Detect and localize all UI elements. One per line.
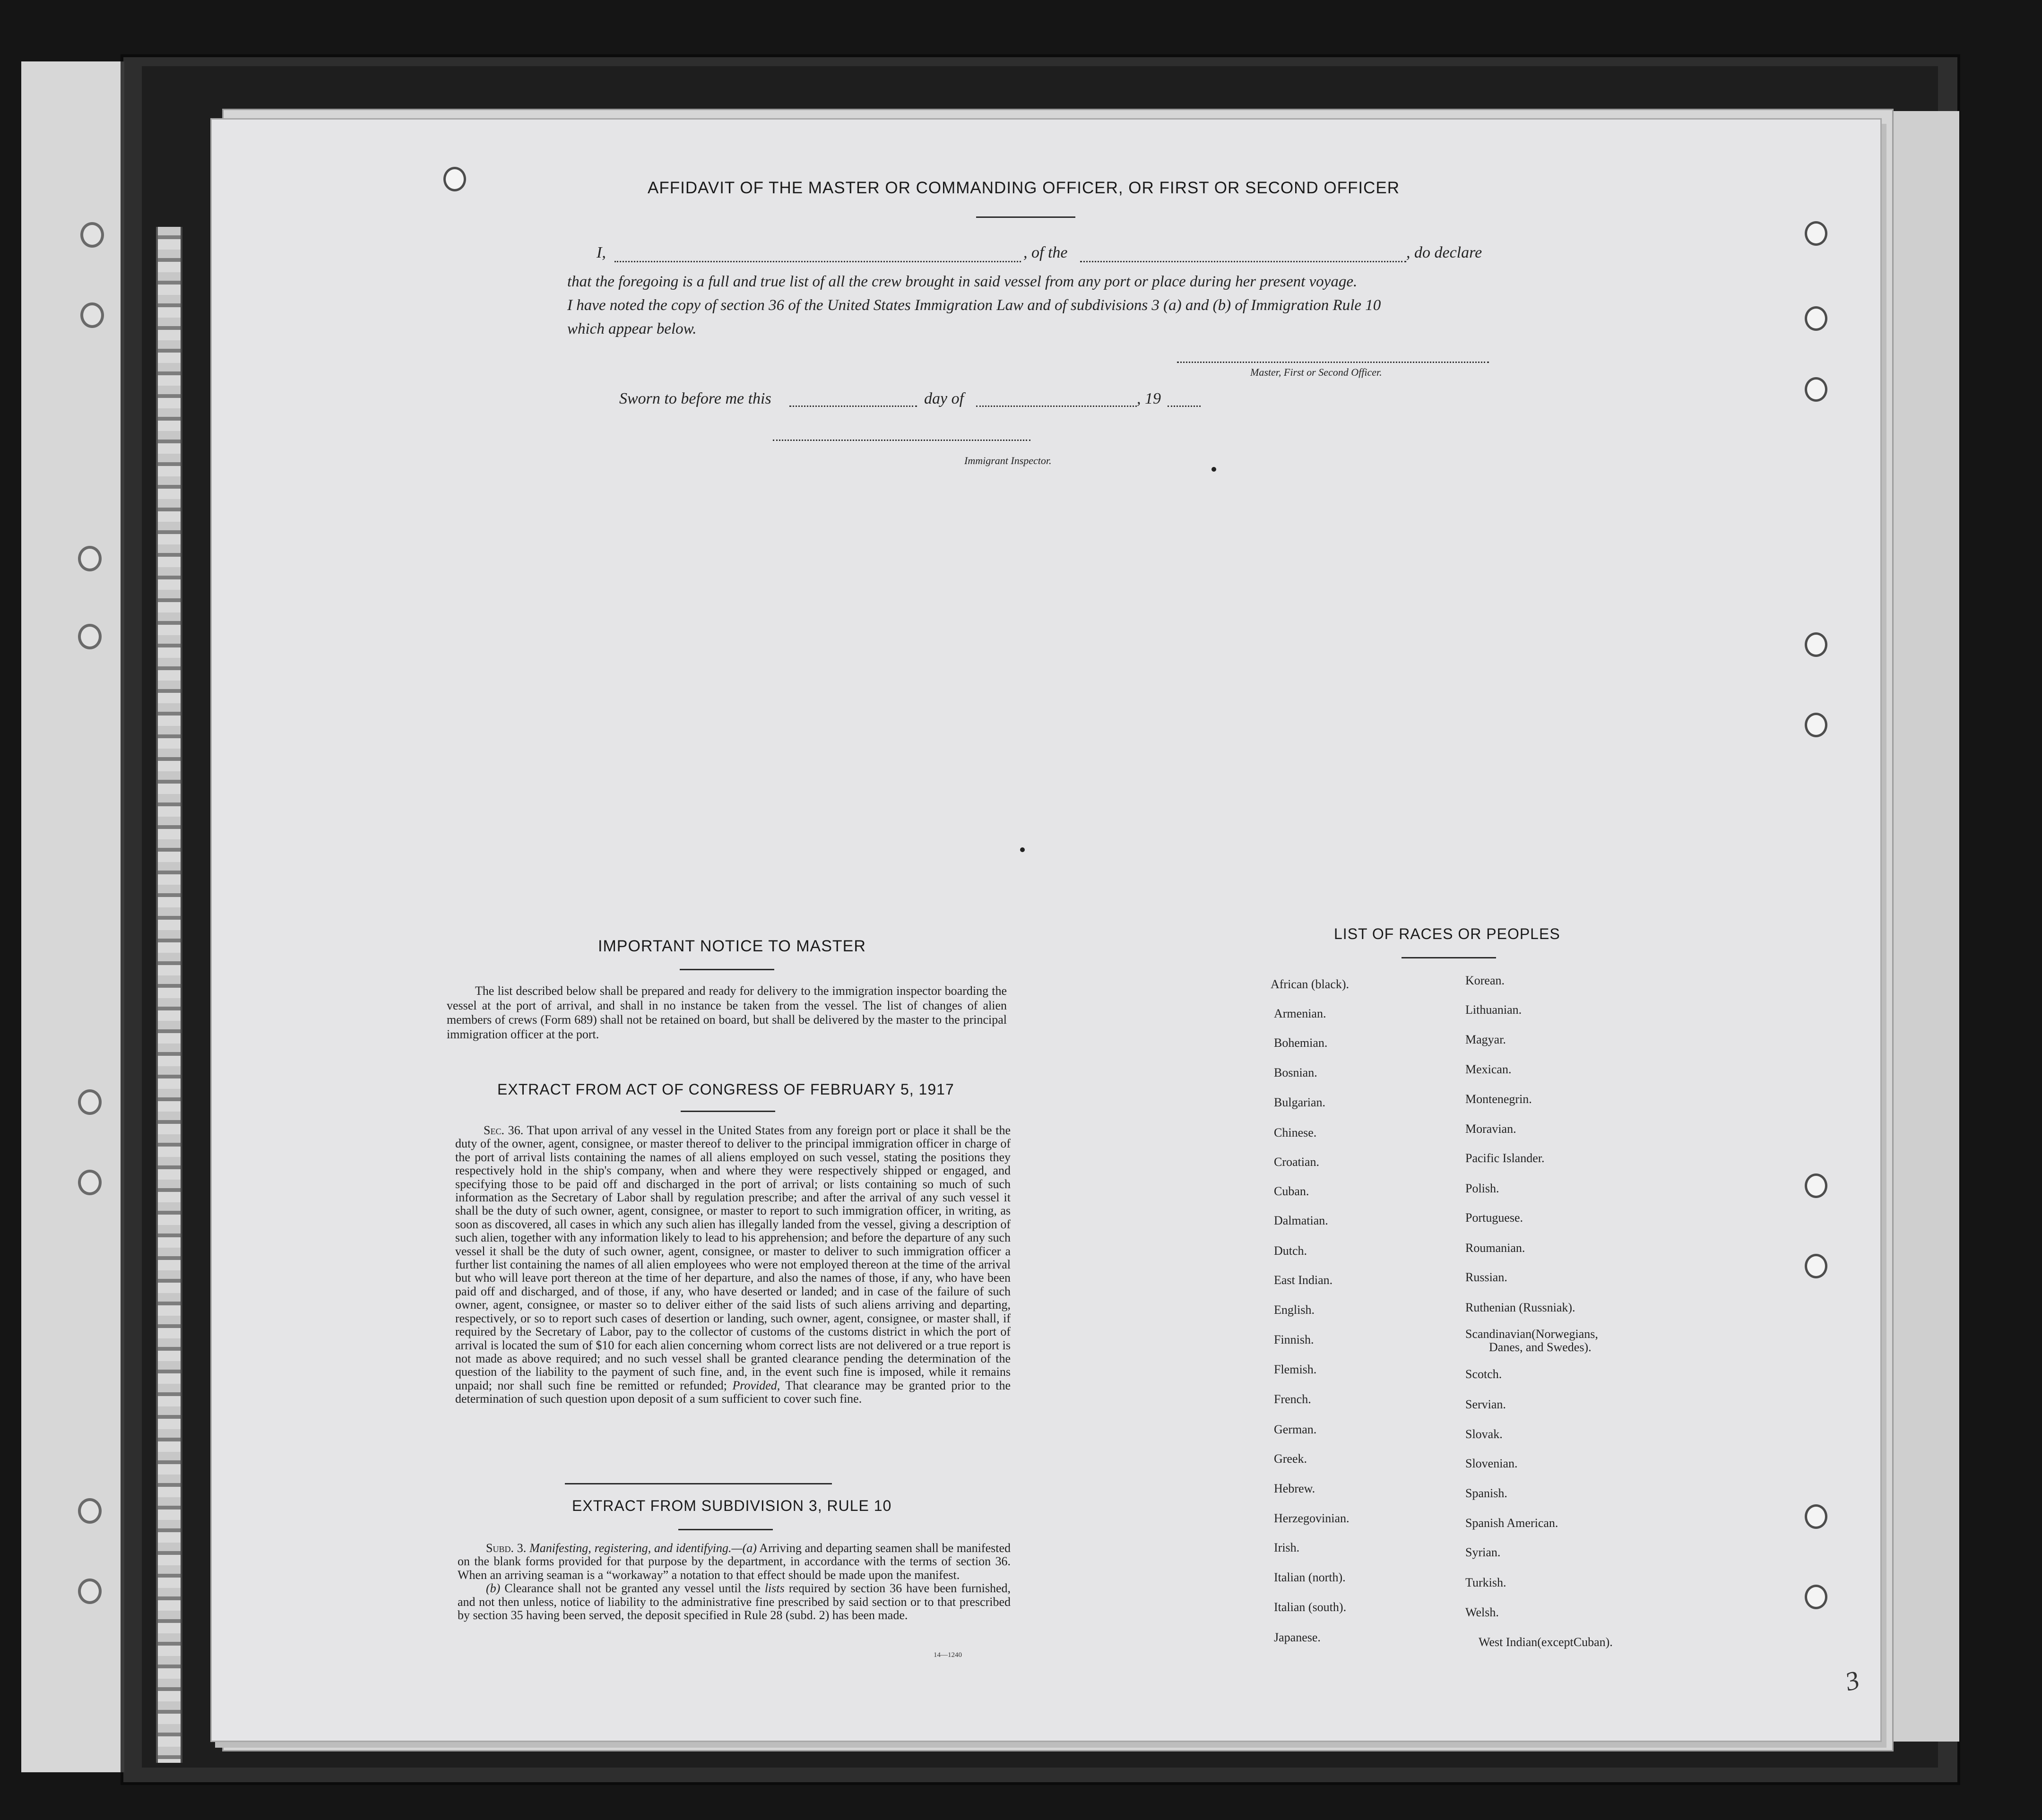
races-heading-rule	[1402, 957, 1496, 958]
inspector-caption: Immigrant Inspector.	[964, 455, 1052, 466]
act-body	[455, 1124, 1011, 1406]
act-end-rule	[565, 1483, 832, 1484]
notice-paragraph: The list described below shall be prepared and ready for delivery to the immigration inspector boarding the vessel at the port of arrival, and shall in no instance be taken from the vessel. The list of changes of alien members of crews (Form 689) shall not be retained on board, but shall be delivered by the master to the principal immigration officer at the port.	[447, 984, 1007, 1041]
punch-hole-icon	[1805, 713, 1827, 737]
binder-ring-icon	[78, 1498, 102, 1524]
sworn-year-field[interactable]	[1168, 405, 1201, 407]
race-item: Dalmatian.	[1274, 1214, 1328, 1227]
race-item: Chinese.	[1274, 1126, 1317, 1139]
binder-ring-icon	[80, 222, 104, 248]
race-item: Portuguese.	[1465, 1211, 1523, 1225]
act-provided-word: Provided,	[732, 1378, 780, 1392]
race-item: Italian (south).	[1274, 1600, 1347, 1614]
affidavit-title-rule	[976, 216, 1075, 218]
binder-ring-icon	[78, 546, 102, 571]
race-item: Scotch.	[1465, 1367, 1502, 1381]
binder-ring-icon	[78, 1578, 102, 1604]
affidavit-line4: which appear below.	[567, 320, 697, 337]
race-item: Slovenian.	[1465, 1457, 1518, 1470]
race-item: Armenian.	[1274, 1007, 1326, 1020]
race-item: Magyar.	[1465, 1033, 1506, 1046]
rule-heading-rule	[678, 1529, 773, 1530]
race-item: Syrian.	[1465, 1545, 1501, 1559]
subd-label: Subd. 3.	[486, 1541, 527, 1555]
affidavit-line1-of-the: , of the	[1023, 244, 1068, 261]
binder-post	[156, 227, 182, 1763]
race-item: Turkish.	[1465, 1576, 1506, 1589]
affidavit-line1-i: I,	[597, 244, 606, 261]
race-item: Irish.	[1274, 1541, 1300, 1554]
race-item: Spanish American.	[1465, 1516, 1558, 1530]
master-name-field[interactable]	[614, 261, 1021, 262]
punch-hole-icon	[1805, 1504, 1827, 1529]
act-heading-rule	[681, 1111, 775, 1112]
punch-hole-icon	[1805, 221, 1827, 246]
race-item: Korean.	[1465, 974, 1505, 987]
race-item: African (black).	[1271, 977, 1350, 991]
race-item: French.	[1274, 1392, 1311, 1406]
race-item: Bulgarian.	[1274, 1095, 1326, 1109]
race-item: Russian.	[1465, 1270, 1507, 1284]
punch-hole-icon	[1805, 306, 1827, 331]
race-item: East Indian.	[1274, 1273, 1333, 1287]
race-item: Servian.	[1465, 1397, 1506, 1411]
subd-b-label: (b)	[486, 1581, 501, 1596]
affidavit-line1-declare: , do declare	[1406, 244, 1482, 261]
race-item: Croatian.	[1274, 1155, 1320, 1169]
affidavit-line3: I have noted the copy of section 36 of the United States Immigration Law and of subdivisions 3 (a) and (b) of Immigration Rule 10	[567, 297, 1381, 314]
act-section-text-end: That clearance may be granted prior to the determination of such question upon deposit of a sum sufficient to cover such fine.	[455, 1378, 1011, 1406]
race-item: Dutch.	[1274, 1244, 1307, 1258]
binder-ring-icon	[78, 624, 102, 649]
margin-mark: 3	[1842, 1665, 1863, 1697]
race-item: Lithuanian.	[1465, 1003, 1522, 1017]
race-item: English.	[1274, 1303, 1315, 1317]
race-item: Hebrew.	[1274, 1482, 1315, 1495]
inspector-signature-field[interactable]	[773, 440, 1030, 441]
punch-hole-icon	[1805, 1585, 1827, 1609]
act-section-text: That upon arrival of any vessel in the United States from any foreign port or place it shall be the duty of the owner, agent, consignee, or master thereof to deliver to the principal immigration officer in charge of the port of arrival lists containing the names of all aliens employed on such vessel, stating the positions they respectively hold in the ship's company, when and where they were respectively shipped or engaged, and specifying those to be paid off and discharged in the port of arrival; or lists containing so much of such information as the Secretary of Labor shall by regulation prescribe; and after the arrival of any such vessel it shall be the duty of such owner, agent, consignee, or master to report to such immigration officer, in writing, as soon as discovered, all cases in which any such alien has illegally landed from the vessel, giving a description of such alien, together with any information likely to lead to his apprehension; and before the departure of any such vessel it shall be the duty of such owner, agent, consignee, or master to deliver to such immigration officer a further list containing the names of all alien employees who were not employed thereon at the time of the arrival but who will leave port thereon at the time of her departure, and also the names of those, if any, who have been paid off and discharged, and of those, if any, who have deserted or landed; and in case of the failure of such owner, agent, consignee, or master so to deliver either of the said lists of such aliens arriving and departing, respectively, or so to report such cases of desertion or landing, such owner, agent, consignee, or master shall, if required by the Secretary of Labor, pay to the collector of customs of the customs district in which the port of arrival is located the sum of $10 for each alien concerning whom correct lists are not delivered or a true report is not made as above required; and no such vessel shall be granted clearance pending the determination of the question of the liability to the payment of such fine, and, in the event such fine is imposed, while it remains unpaid; nor shall such fine be remitted or refunded;	[455, 1123, 1011, 1392]
race-item: Slovak.	[1465, 1427, 1503, 1441]
race-item: Italian (north).	[1274, 1570, 1346, 1584]
punch-hole-icon	[1805, 377, 1827, 402]
race-item: Greek.	[1274, 1452, 1307, 1466]
left-binding-strip	[21, 61, 124, 1772]
subd-a-text: Arriving and departing seamen shall be manifested on the blank forms provided for that purpose by the department, in accordance with the terms of section 36. When an arriving seaman is a “workaway” a notation to that effect should be made upon the manifest.	[458, 1541, 1011, 1582]
rule-body	[458, 1542, 1011, 1622]
race-item: Welsh.	[1465, 1605, 1499, 1619]
notice-heading-rule	[680, 969, 774, 970]
sworn-year: , 19	[1137, 390, 1161, 407]
punch-hole-icon	[1805, 632, 1827, 657]
punch-hole-icon	[443, 167, 466, 191]
document-page	[210, 118, 1882, 1742]
sworn-month-field[interactable]	[976, 405, 1137, 407]
sworn-prefix: Sworn to before me this	[619, 390, 771, 407]
punch-hole-icon	[1805, 1173, 1827, 1198]
race-item: Flemish.	[1274, 1363, 1317, 1376]
race-item: Spanish.	[1465, 1486, 1507, 1500]
notice-body	[447, 984, 1007, 1042]
act-section-label: Sec. 36.	[484, 1123, 524, 1137]
binder-ring-icon	[78, 1170, 102, 1195]
signature-caption: Master, First or Second Officer.	[1250, 366, 1382, 378]
race-item: Moravian.	[1465, 1122, 1516, 1136]
race-item: German.	[1274, 1423, 1317, 1436]
race-item: West Indian(exceptCuban).	[1479, 1635, 1613, 1649]
sworn-day-field[interactable]	[789, 405, 917, 407]
race-item: Mexican.	[1465, 1062, 1512, 1076]
subd-b-text-2: required by section 36 have been furnished, and not then unless, notice of liability to the administrative fine prescribed by said section or to that prescribed by section 35 having been served, the deposit specified in Rule 28 (subd. 2) has been made.	[458, 1581, 1011, 1622]
notice-heading: IMPORTANT NOTICE TO MASTER	[598, 937, 866, 955]
race-item: Scandinavian(Norwegians,	[1465, 1327, 1598, 1341]
ink-dot	[1020, 847, 1025, 852]
affidavit-line2: that the foregoing is a full and true list of all the crew brought in said vessel from any port or place during her present voyage.	[567, 273, 1358, 290]
rule-heading: EXTRACT FROM SUBDIVISION 3, RULE 10	[572, 1497, 892, 1514]
master-signature-field[interactable]	[1177, 362, 1489, 363]
vessel-name-field[interactable]	[1080, 261, 1406, 262]
subd-b-lists: lists	[764, 1581, 785, 1596]
race-item: Cuban.	[1274, 1184, 1309, 1198]
punch-hole-icon	[1805, 1254, 1827, 1278]
race-item: Roumanian.	[1465, 1241, 1525, 1255]
act-heading: EXTRACT FROM ACT OF CONGRESS OF FEBRUARY 5, 1917	[497, 1081, 954, 1098]
race-item: Herzegovinian.	[1274, 1511, 1350, 1525]
affidavit-title: AFFIDAVIT OF THE MASTER OR COMMANDING OFFICER, OR FIRST OR SECOND OFFICER	[648, 179, 1400, 197]
race-item: Bohemian.	[1274, 1036, 1328, 1050]
subd-b-text-1: Clearance shall not be granted any vessel until the	[504, 1581, 761, 1596]
sworn-day-of: day of	[924, 390, 964, 407]
race-item: Ruthenian (Russniak).	[1465, 1301, 1575, 1314]
race-item: Finnish.	[1274, 1333, 1314, 1346]
form-code: 14—1240	[934, 1651, 962, 1659]
binder-ring-icon	[78, 1089, 102, 1115]
race-item: Danes, and Swedes).	[1489, 1340, 1592, 1354]
races-heading: LIST OF RACES OR PEOPLES	[1334, 925, 1560, 942]
right-binding-strip	[1884, 111, 1959, 1742]
race-item: Bosnian.	[1274, 1066, 1317, 1079]
race-item: Montenegrin.	[1465, 1092, 1532, 1106]
race-item: Japanese.	[1274, 1630, 1321, 1644]
subd-a-label: —(a)	[731, 1541, 757, 1555]
ink-dot	[1211, 467, 1216, 472]
race-item: Pacific Islander.	[1465, 1151, 1545, 1165]
race-item: Polish.	[1465, 1182, 1499, 1195]
binder-ring-icon	[80, 302, 104, 328]
subd-title: Manifesting, registering, and identifying.	[529, 1541, 732, 1555]
